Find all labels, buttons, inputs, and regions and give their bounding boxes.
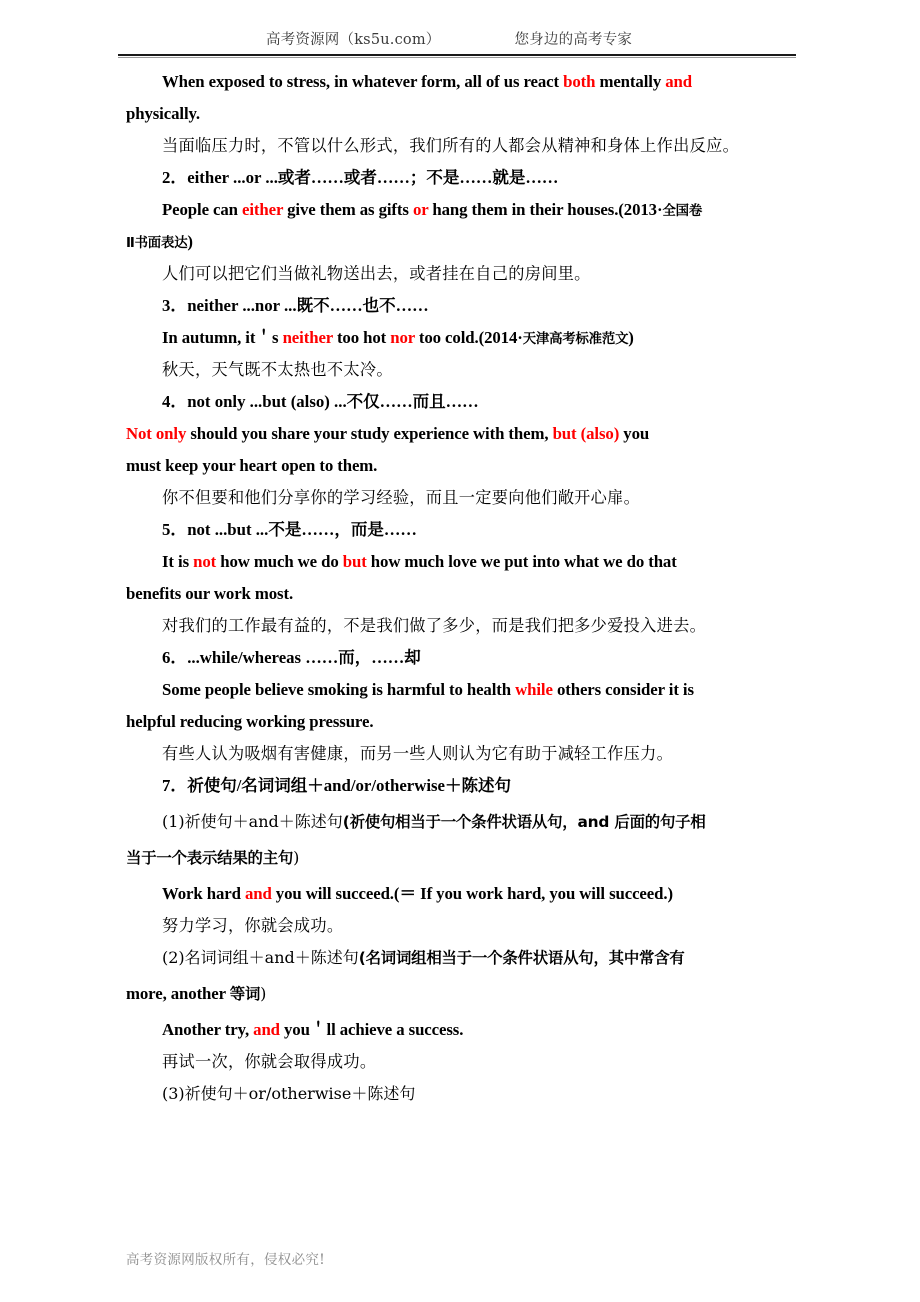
highlight-but: but [342,552,367,571]
text-run: you will succeed.(＝ If you work hard, you will succeed.) [271,884,673,903]
sub-item-note: (祈使句相当于一个条件状语从句，and 后面的句子相 [342,813,706,831]
heading-item-4 [126,386,804,418]
highlight-nor: nor [390,328,415,347]
text-run: ) [187,232,193,251]
header-slogan: 您身边的高考专家 [514,32,633,48]
source-label: 全国卷 [662,204,703,219]
translation-5 [126,610,804,642]
item-number: 7． [162,776,188,795]
paren-close: ) [260,984,267,1003]
text-run: hang them in their houses.(2013· [428,200,663,219]
item-pattern: ...while/whereas [187,648,306,667]
example-sentence-4-line2 [126,450,804,482]
page-footer: 高考资源网版权所有，侵权必究! [126,1252,325,1268]
sub-item-label: (2)名词词组＋and＋陈述句 [162,948,359,967]
sub-item-2-label-line2 [126,978,804,1014]
heading-item-6 [126,642,804,674]
text-run: When exposed to stress, in whatever form, all of us react [162,72,564,91]
example-sentence-4-line1 [126,418,804,450]
text-run: give them as gifts [283,200,413,219]
heading-item-7 [126,770,804,806]
example-sentence-2-line2 [126,226,804,258]
item-meaning: 不是……，而是…… [268,520,417,539]
text-run: 你不但要和他们分享你的学习经验，而且一定要向他们敞开心扉。 [162,488,641,507]
item-meaning: 不仅……而且…… [346,392,479,411]
text-run: 人们可以把它们当做礼物送出去，或者挂在自己的房间里。 [162,264,591,283]
header-site-name: 高考资源网（ks5u.com） [266,32,441,48]
example-sentence-2-line1 [126,194,804,226]
example-sentence-3 [126,322,804,354]
source-label: 天津高考标准范文 [522,332,629,347]
text-run: you [619,424,650,443]
text-run: benefits our work most. [126,584,294,603]
text-run: 再试一次，你就会取得成功。 [162,1052,377,1071]
text-run: Another try, [162,1020,254,1039]
item-number: 5． [162,520,188,539]
header-divider [118,54,796,58]
highlight-while: while [515,680,553,699]
translation-3 [126,354,804,386]
sub-item-2-label-line1 [126,942,804,978]
highlight-not: not [193,552,217,571]
item-pattern: not ...but ... [187,520,269,539]
plus-sign: ＋ [444,776,462,795]
item-meaning: 或者……或者……；不是……就是…… [277,168,559,187]
item-number: 6． [162,648,188,667]
item-pattern: neither ...nor ... [187,296,297,315]
header-divider-thin [118,57,796,58]
text-run: ) [628,328,634,347]
example-sentence-7 [126,878,804,910]
text-run: 秋天，天气既不太热也不太冷。 [162,360,393,379]
highlight-neither: neither [282,328,333,347]
highlight-either: either [242,200,284,219]
translation-8 [126,1046,804,1078]
text-run: 当面临压力时，不管以什么形式，我们所有的人都会从精神和身体上作出反应。 [162,136,740,155]
text-run: Some people believe smoking is harmful to health [162,680,516,699]
plus-sign: ＋ [307,776,324,795]
item-number: 4． [162,392,188,411]
example-sentence-6-line2 [126,706,804,738]
example-sentence-1-line2 [126,98,804,130]
item-meaning-part1: 祈使句/名词词组 [187,776,308,795]
heading-item-5 [126,514,804,546]
translation-7 [126,910,804,942]
note-keywords: more, another [126,984,230,1003]
sub-item-3-label [126,1078,804,1110]
sub-item-note: (名词词组相当于一个条件状语从句，其中常含有 [358,949,685,967]
highlight-but-also: but (also) [552,424,620,443]
item-pattern: and/or/otherwise [323,776,445,795]
sub-item-label: (3)祈使句＋or/otherwise＋陈述句 [162,1084,416,1103]
text-run: mentally [595,72,666,91]
highlight-and: and [244,884,272,903]
text-run: you＇ll achieve a success. [279,1020,464,1039]
text-run: too hot [332,328,391,347]
item-number: 2． [162,168,188,187]
highlight-both: both [563,72,596,91]
text-run: People can [162,200,242,219]
text-run: physically. [126,104,200,123]
text-run: Work hard [162,884,245,903]
highlight-and: and [253,1020,280,1039]
item-pattern: not only ...but (also) ... [187,392,347,411]
example-sentence-1-line1 [126,66,804,98]
item-meaning-part2: 陈述句 [461,776,511,795]
translation-2 [126,258,804,290]
document-body [126,66,804,1110]
highlight-or: or [412,200,429,219]
item-meaning: ……而，……却 [305,648,421,667]
text-run: should you share your study experience with them, [186,424,553,443]
translation-4 [126,482,804,514]
example-sentence-6-line1 [126,674,804,706]
text-run: how much love we put into what we do that [366,552,677,571]
example-sentence-8 [126,1014,804,1046]
heading-item-3 [126,290,804,322]
sub-item-1-label-line2 [126,842,804,878]
translation-1 [126,130,804,162]
text-run: It is [162,552,194,571]
text-run: how much we do [216,552,343,571]
text-run: too cold.(2014· [414,328,523,347]
text-run: must keep your heart open to them. [126,456,378,475]
example-sentence-5-line2 [126,578,804,610]
example-sentence-5-line1 [126,546,804,578]
text-run: 有些人认为吸烟有害健康，而另一些人则认为它有助于减轻工作压力。 [162,744,674,763]
sub-item-label: (1)祈使句＋and＋陈述句 [162,812,343,831]
item-number: 3． [162,296,188,315]
text-run: 努力学习，你就会成功。 [162,916,344,935]
sub-item-note-cont: 当于一个表示结果的主句 [126,849,294,867]
source-label-cont: Ⅱ书面表达 [126,236,188,251]
item-pattern: either ...or ... [187,168,278,187]
header-divider-thick [118,54,796,56]
text-run: In autumn, it＇s [162,328,283,347]
heading-item-2 [126,162,804,194]
text-run: 对我们的工作最有益的，不是我们做了多少，而是我们把多少爱投入进去。 [162,616,707,635]
text-run: helpful reducing working pressure. [126,712,374,731]
sub-item-1-label-line1 [126,806,804,842]
highlight-not-only: Not only [126,424,187,443]
paren-close: ) [293,848,300,867]
page-header [118,28,802,52]
sub-item-note-cont: 等词 [229,985,261,1003]
item-meaning: 既不……也不…… [296,296,429,315]
translation-6 [126,738,804,770]
text-run: others consider it is [552,680,694,699]
highlight-and: and [665,72,692,91]
